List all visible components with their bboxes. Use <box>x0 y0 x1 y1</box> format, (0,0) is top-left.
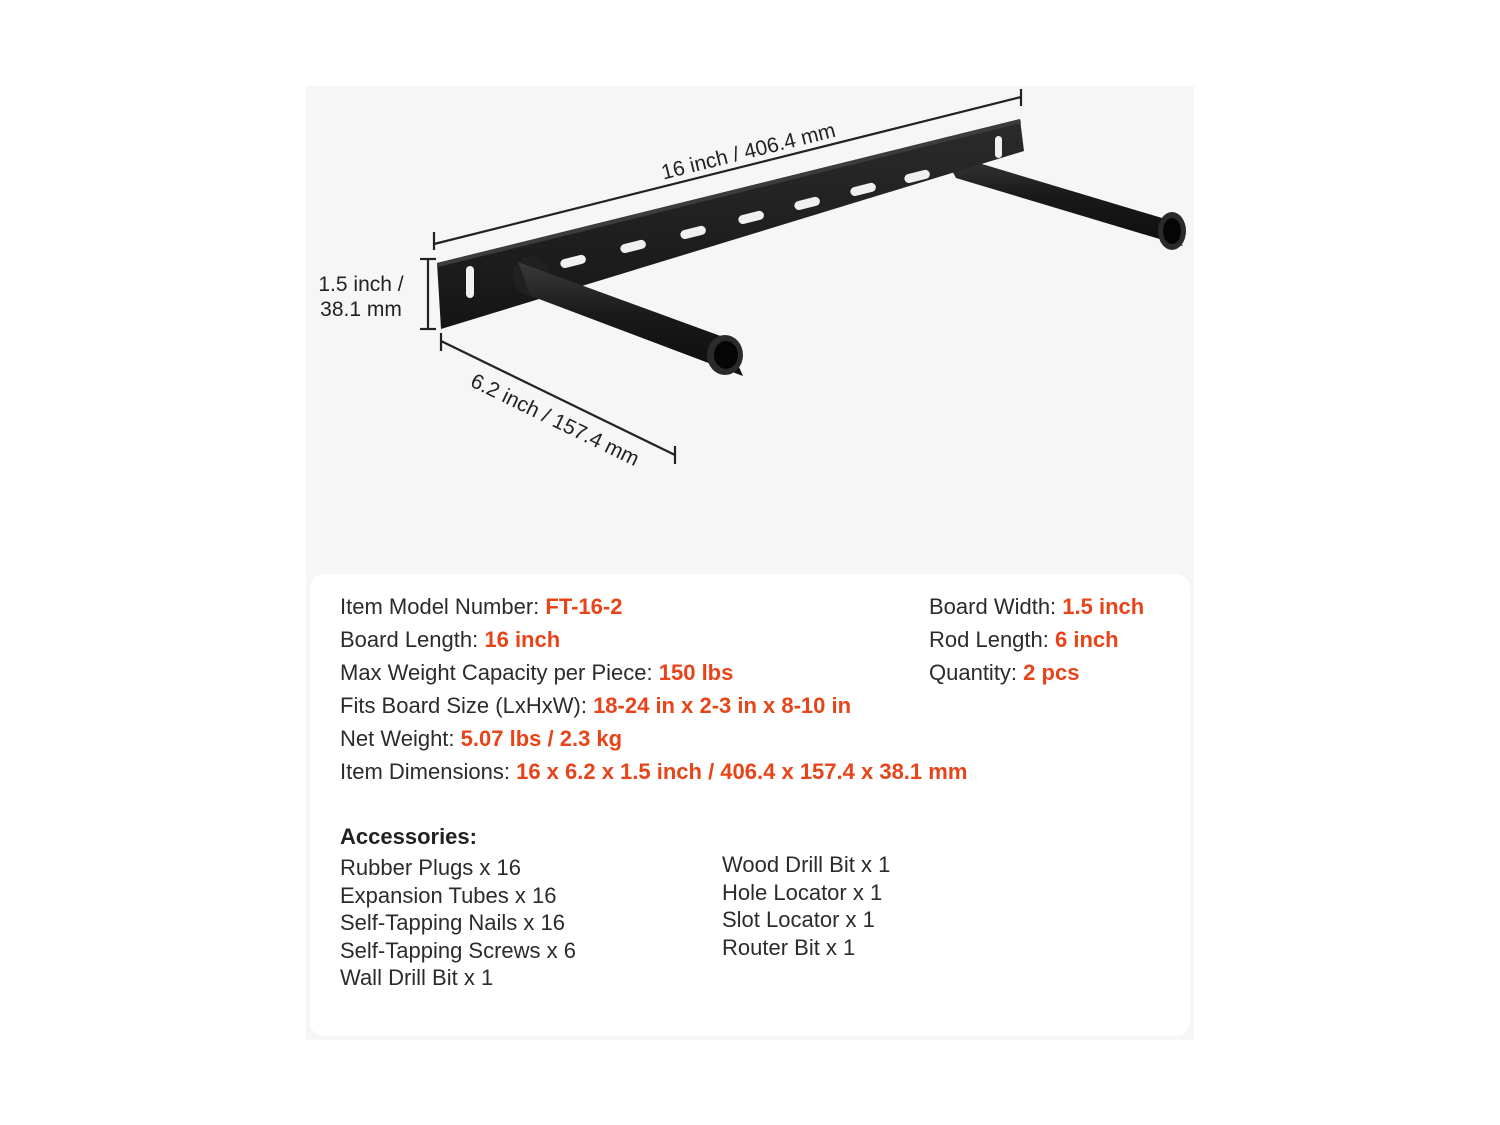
back-rod <box>942 152 1186 250</box>
front-rod <box>513 256 743 376</box>
spec-value: 5.07 lbs / 2.3 kg <box>460 726 623 751</box>
accessory-item: Self-Tapping Nails x 16 <box>340 910 566 935</box>
spec-value: 16 x 6.2 x 1.5 inch / 406.4 x 157.4 x 38.1 mm <box>516 759 968 784</box>
spec-label: Fits Board Size (LxHxW): <box>340 693 587 718</box>
spec-label: Board Length: <box>340 627 479 652</box>
spec-board-length <box>340 627 560 653</box>
spec-item-dimensions <box>340 759 967 785</box>
spec-value: 150 lbs <box>658 660 734 685</box>
accessories-list-left <box>340 854 576 992</box>
accessories-list-right <box>722 851 890 961</box>
spec-net-weight <box>340 726 622 752</box>
accessory-item: Slot Locator x 1 <box>722 907 875 932</box>
accessory-item: Rubber Plugs x 16 <box>340 855 521 880</box>
height-label-line2: 38.1 mm <box>320 298 402 321</box>
spec-label: Item Model Number: <box>340 594 540 619</box>
product-panel <box>306 86 1194 1040</box>
accessory-item: Hole Locator x 1 <box>722 879 883 905</box>
accessory-item: Wood Drill Bit x 1 <box>722 852 891 877</box>
spec-value: 1.5 inch <box>1062 594 1145 619</box>
spec-quantity <box>929 660 1079 686</box>
spec-board-size <box>340 693 851 719</box>
spec-value: 18-24 in x 2-3 in x 8-10 in <box>593 693 852 718</box>
spec-label: Max Weight Capacity per Piece: <box>340 660 653 685</box>
spec-label: Net Weight: <box>340 726 455 751</box>
spec-value: FT-16-2 <box>545 594 623 619</box>
length-label: 16 inch / 406.4 mm <box>659 118 838 185</box>
spec-label: Quantity: <box>929 660 1018 685</box>
accessories-title: Accessories: <box>340 824 477 849</box>
accessory-item: Expansion Tubes x 16 <box>340 882 557 908</box>
bracket-diagram <box>306 86 1194 576</box>
spec-value: 6 inch <box>1055 627 1119 652</box>
spec-max-weight <box>340 660 733 686</box>
spec-label: Rod Length: <box>929 627 1049 652</box>
accessory-item: Self-Tapping Screws x 6 <box>340 937 576 963</box>
accessory-item: Wall Drill Bit x 1 <box>340 965 494 990</box>
height-label-line1: 1.5 inch / <box>318 273 404 296</box>
accessory-item: Router Bit x 1 <box>722 934 856 960</box>
spec-board-width <box>929 594 1144 620</box>
height-dimension <box>318 259 436 329</box>
spec-card <box>310 574 1190 1036</box>
spec-label: Board Width: <box>929 594 1057 619</box>
spec-rod-length <box>929 627 1119 653</box>
spec-value: 16 inch <box>484 627 561 652</box>
spec-model-number <box>340 594 622 620</box>
depth-dimension <box>441 333 675 471</box>
end-slot-right <box>995 136 1002 158</box>
end-slot-left <box>466 266 474 298</box>
depth-label: 6.2 inch / 157.4 mm <box>466 369 643 471</box>
spec-value: 2 pcs <box>1023 660 1080 685</box>
spec-label: Item Dimensions: <box>340 759 510 784</box>
